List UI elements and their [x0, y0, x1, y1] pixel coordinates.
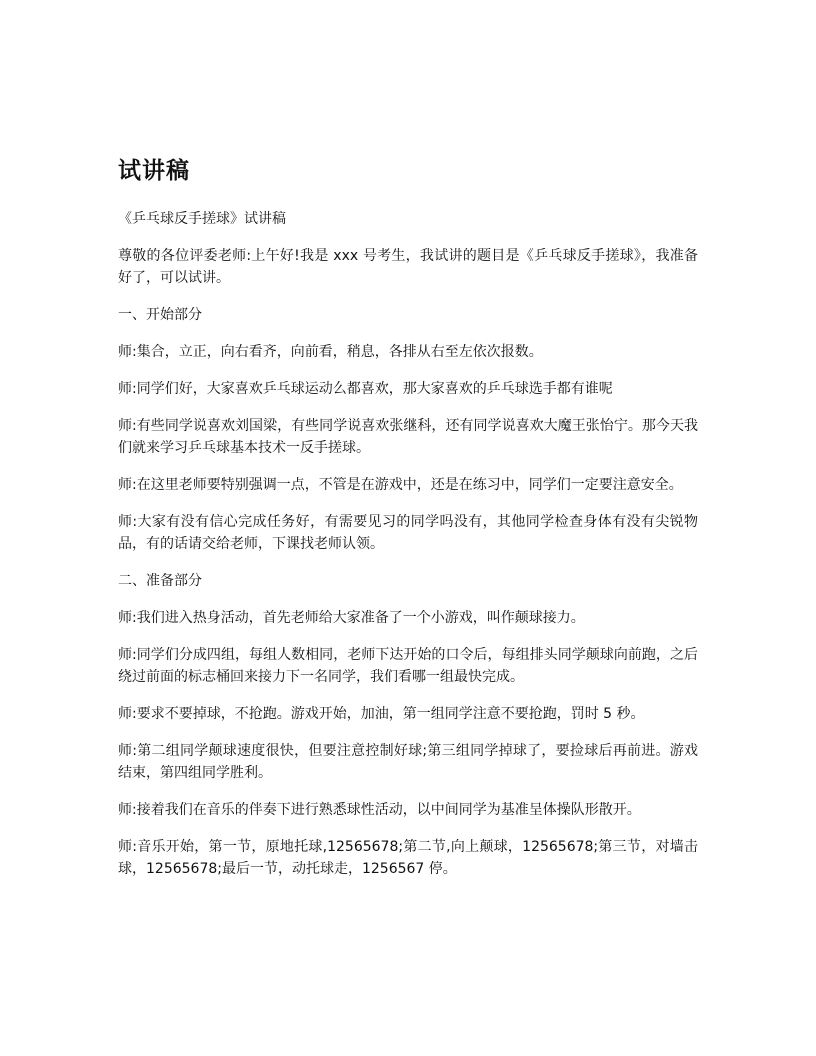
paragraph: 师:有些同学说喜欢刘国梁，有些同学说喜欢张继科，还有同学说喜欢大魔王张怡宁。那今天我们就来学习乒乓球基本技术一反手搓球。 [118, 418, 698, 456]
paragraph: 师:接着我们在音乐的伴奏下进行熟悉球性活动，以中间同学为基准呈体操队形散开。 [118, 802, 641, 818]
document-title: 试讲稿 [118, 158, 190, 184]
paragraph: 师:音乐开始，第一节，原地托球,12565678;第二节,向上颠球，12565678;第三节，对墙击球，12565678;最后一节，动托球走，1256567 停。 [118, 839, 698, 877]
paragraph: 师:同学们好，大家喜欢乒乓球运动么都喜欢，那大家喜欢的乒乓球选手都有谁呢 [118, 381, 613, 397]
paragraph: 师:集合，立正，向右看齐，向前看，稍息，各排从右至左依次报数。 [118, 344, 543, 360]
greeting-paragraph: 尊敬的各位评委老师:上午好!我是 xxx 号考生，我试讲的题目是《乒乓球反手搓球》，我准备好了，可以试讲。 [118, 248, 698, 286]
document-body [118, 156, 698, 895]
paragraph: 师:我们进入热身活动，首先老师给大家准备了一个小游戏，叫作颠球接力。 [118, 610, 585, 626]
section-heading-prepare: 二、准备部分 [118, 573, 202, 589]
paragraph: 师:要求不要掉球，不抢跑。游戏开始，加油，第一组同学注意不要抢跑，罚时 5 秒。 [118, 706, 645, 722]
paragraph: 师:第二组同学颠球速度很快，但要注意控制好球;第三组同学掉球了，要捡球后再前进。游戏结束，第四组同学胜利。 [118, 743, 698, 781]
paragraph: 师:同学们分成四组，每组人数相同，老师下达开始的口令后，每组排头同学颠球向前跑，之后绕过前面的标志桶回来接力下一名同学，我们看哪一组最快完成。 [118, 647, 698, 685]
paragraph: 师:大家有没有信心完成任务好，有需要见习的同学吗没有，其他同学检查身体有没有尖锐物品，有的话请交给老师，下课找老师认领。 [118, 514, 698, 552]
paragraph: 师:在这里老师要特别强调一点，不管是在游戏中，还是在练习中，同学们一定要注意安全。 [118, 477, 683, 493]
section-heading-start: 一、开始部分 [118, 307, 202, 323]
subtitle-paragraph: 《乒乓球反手搓球》试讲稿 [118, 211, 286, 227]
